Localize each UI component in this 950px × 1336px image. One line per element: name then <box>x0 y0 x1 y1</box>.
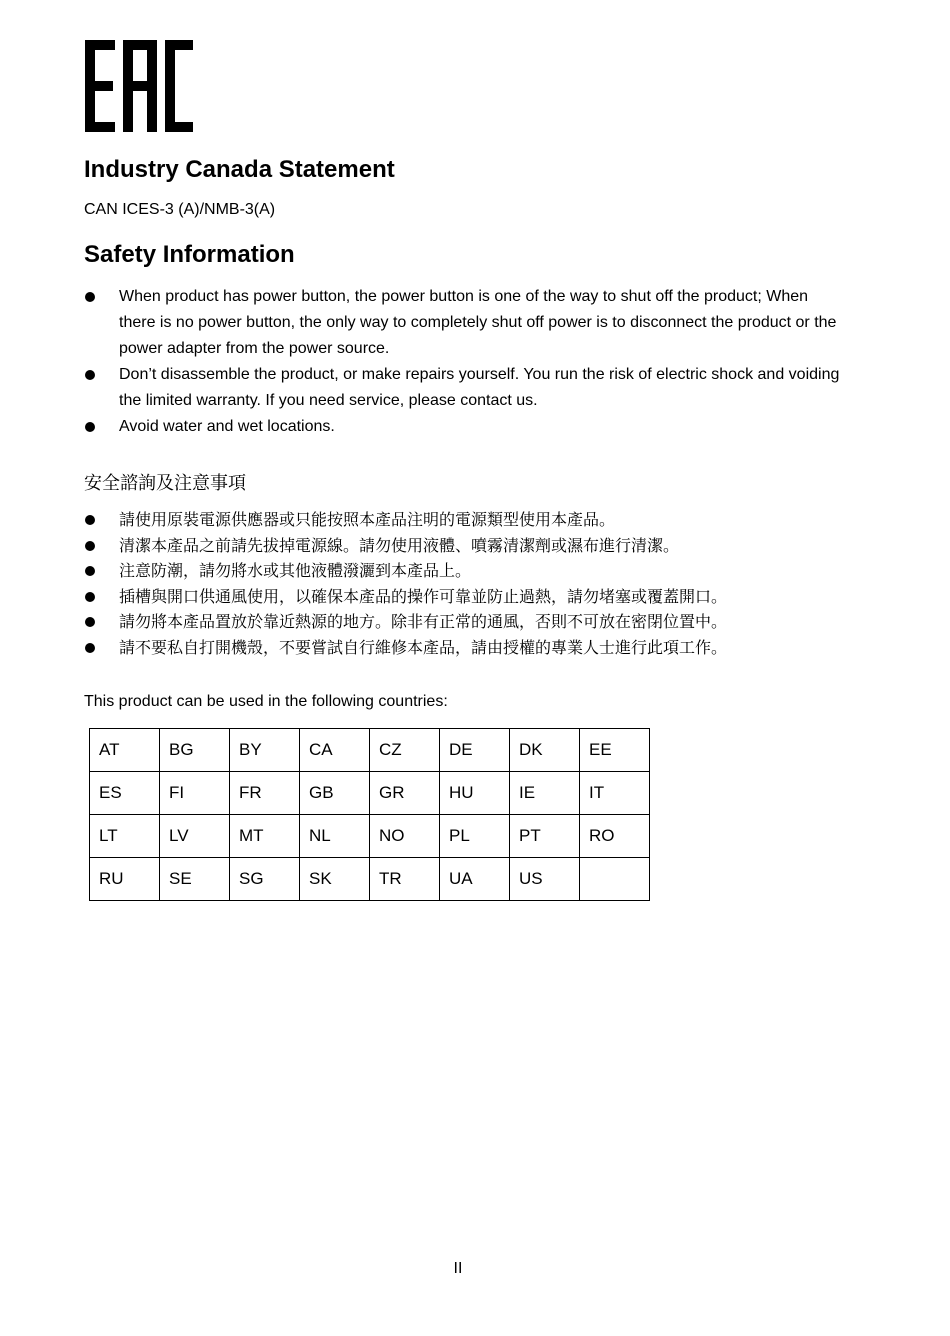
table-cell: CA <box>300 729 370 772</box>
safety-heading: Safety Information <box>84 241 295 268</box>
bullet-icon <box>85 515 95 525</box>
bullet-icon <box>85 643 95 653</box>
table-cell: IT <box>580 772 650 815</box>
table-cell: RU <box>90 858 160 901</box>
bullet-icon <box>85 541 95 551</box>
table-cell: FR <box>230 772 300 815</box>
table-cell: DE <box>440 729 510 772</box>
table-cell: FI <box>160 772 230 815</box>
table-cell: MT <box>230 815 300 858</box>
table-cell: TR <box>370 858 440 901</box>
table-cell: BY <box>230 729 300 772</box>
list-item: 清潔本產品之前請先拔掉電源線。請勿使用液體、噴霧清潔劑或濕布進行清潔。 <box>84 533 844 559</box>
industry-canada-heading: Industry Canada Statement <box>84 156 395 183</box>
safety-zh-list <box>84 507 844 661</box>
table-cell: PL <box>440 815 510 858</box>
table-cell: RO <box>580 815 650 858</box>
list-item: Avoid water and wet locations. <box>84 414 844 440</box>
table-cell: LV <box>160 815 230 858</box>
table-row <box>90 815 650 858</box>
list-item: 插槽與開口供通風使用，以確保本產品的操作可靠並防止過熱，請勿堵塞或覆蓋開口。 <box>84 584 844 610</box>
table-cell <box>580 858 650 901</box>
eac-logo <box>85 40 193 132</box>
safety-zh-heading: 安全諮詢及注意事項 <box>84 473 246 494</box>
table-cell: EE <box>580 729 650 772</box>
table-cell: BG <box>160 729 230 772</box>
list-item: 請勿將本產品置放於靠近熱源的地方。除非有正常的通風，否則不可放在密閉位置中。 <box>84 609 844 635</box>
table-cell: SK <box>300 858 370 901</box>
countries-table <box>89 728 650 901</box>
table-row <box>90 772 650 815</box>
table-cell: ES <box>90 772 160 815</box>
table-cell: LT <box>90 815 160 858</box>
table-cell: DK <box>510 729 580 772</box>
countries-intro: This product can be used in the following countries: <box>84 693 448 710</box>
bullet-icon <box>85 617 95 627</box>
table-cell: GR <box>370 772 440 815</box>
page-number: II <box>453 1260 463 1277</box>
list-item: 注意防潮，請勿將水或其他液體潑灑到本產品上。 <box>84 558 844 584</box>
table-row <box>90 729 650 772</box>
table-cell: HU <box>440 772 510 815</box>
table-cell: GB <box>300 772 370 815</box>
industry-canada-text: CAN ICES-3 (A)/NMB-3(A) <box>84 201 276 218</box>
list-item: 請使用原裝電源供應器或只能按照本產品注明的電源類型使用本產品。 <box>84 507 844 533</box>
list-item: 請不要私自打開機殼，不要嘗試自行維修本產品，請由授權的專業人士進行此項工作。 <box>84 635 844 661</box>
bullet-icon <box>85 370 95 380</box>
table-cell: US <box>510 858 580 901</box>
table-cell: NL <box>300 815 370 858</box>
table-cell: IE <box>510 772 580 815</box>
bullet-icon <box>85 292 95 302</box>
list-item: Don’t disassemble the product, or make repairs yourself. You run the risk of electric shock and voiding the limited warranty. If you need service, please contact us. <box>84 362 844 414</box>
list-item: When product has power button, the power button is one of the way to shut off the product; When there is no power button, the only way to completely shut off power is to disconnect the product or the power adapter from the power source. <box>84 284 844 362</box>
bullet-icon <box>85 566 95 576</box>
bullet-icon <box>85 592 95 602</box>
table-cell: AT <box>90 729 160 772</box>
table-cell: SG <box>230 858 300 901</box>
table-cell: CZ <box>370 729 440 772</box>
table-cell: SE <box>160 858 230 901</box>
table-cell: UA <box>440 858 510 901</box>
table-cell: NO <box>370 815 440 858</box>
bullet-icon <box>85 422 95 432</box>
table-cell: PT <box>510 815 580 858</box>
table-row <box>90 858 650 901</box>
safety-list <box>84 284 844 440</box>
